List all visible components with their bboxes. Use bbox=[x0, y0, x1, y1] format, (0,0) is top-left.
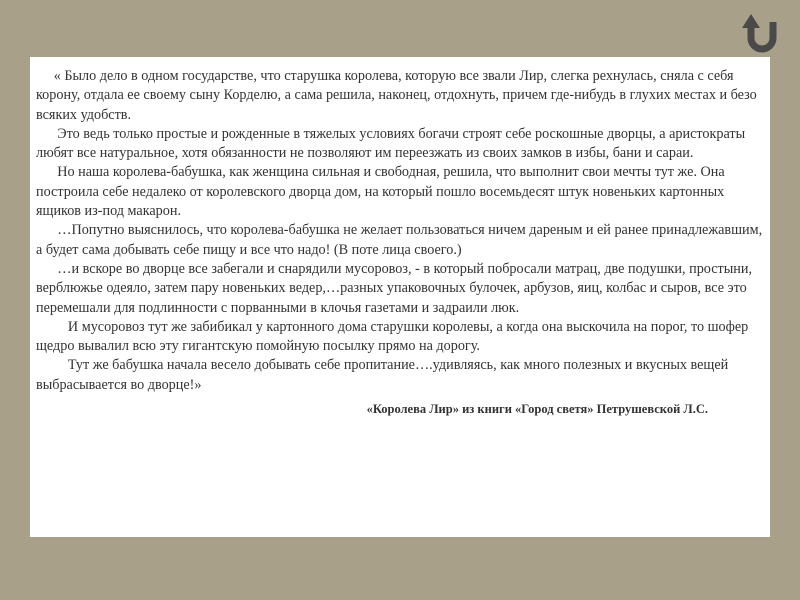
paragraph-6: И мусоровоз тут же забибикал у картонного дома старушки королевы, а когда она выскочила на порог, то шофер щедро вывалил всю эту гигантскую помойную посылку прямо на дорогу. bbox=[36, 318, 749, 355]
paragraph-3: Но наша королева-бабушка, как женщина сильная и свободная, решила, что выполнит свои мечты тут же. Она построила себе недалеко от королевского дворца дом, на который пошло восемьдесят штук новеньких картонных ящиков из-под макарон. bbox=[36, 164, 725, 220]
back-button[interactable] bbox=[737, 8, 787, 54]
paragraph-4: …Попутно выяснилось, что королева-бабушка не желает пользоваться ничем дареным и ей ранее принадлежавшим, а будет сама добывать себе пищу и все что надо! (В поте лица своего.) bbox=[36, 222, 763, 258]
u-turn-back-arrow-icon bbox=[737, 8, 787, 54]
source-citation: «Королева Лир» из книги «Город светя» Петрушевской Л.С. bbox=[366, 402, 708, 417]
paragraph-2: Это ведь только простые и рожденные в тяжелых условиях богачи строят себе роскошные дворцы, а аристократы любят все натуральное, хотя обязанности не позволяют им переезжать из своих замков в избы, бани и сараи. bbox=[36, 125, 746, 162]
text-panel bbox=[30, 57, 770, 537]
paragraph-7: Тут же бабушка начала весело добывать себе пропитание….удивляясь, как много полезных и вкусных вещей выбрасывается во дворце!» bbox=[36, 357, 729, 393]
paragraph-5: …и вскоре во дворце все забегали и снарядили мусоровоз, - в который побросали матрац, две подушки, простыни, верблюжье одеяло, затем пару новеньких ведер,…разных упаковочных булочек, арбузов, яиц, колбас и сыров, все это перемешали для подлинности с порванными в клочья газетами и задраили люк. bbox=[36, 260, 753, 316]
paragraph-1: « Было дело в одном государстве, что старушка королева, которую все звали Лир, слегка рехнулась, сняла с себя корону, отдала ее своему сыну Корделю, а сама решила, наконец, отдохнуть, причем где-нибудь в глухих местах и безо всяких удобств. bbox=[36, 68, 757, 123]
